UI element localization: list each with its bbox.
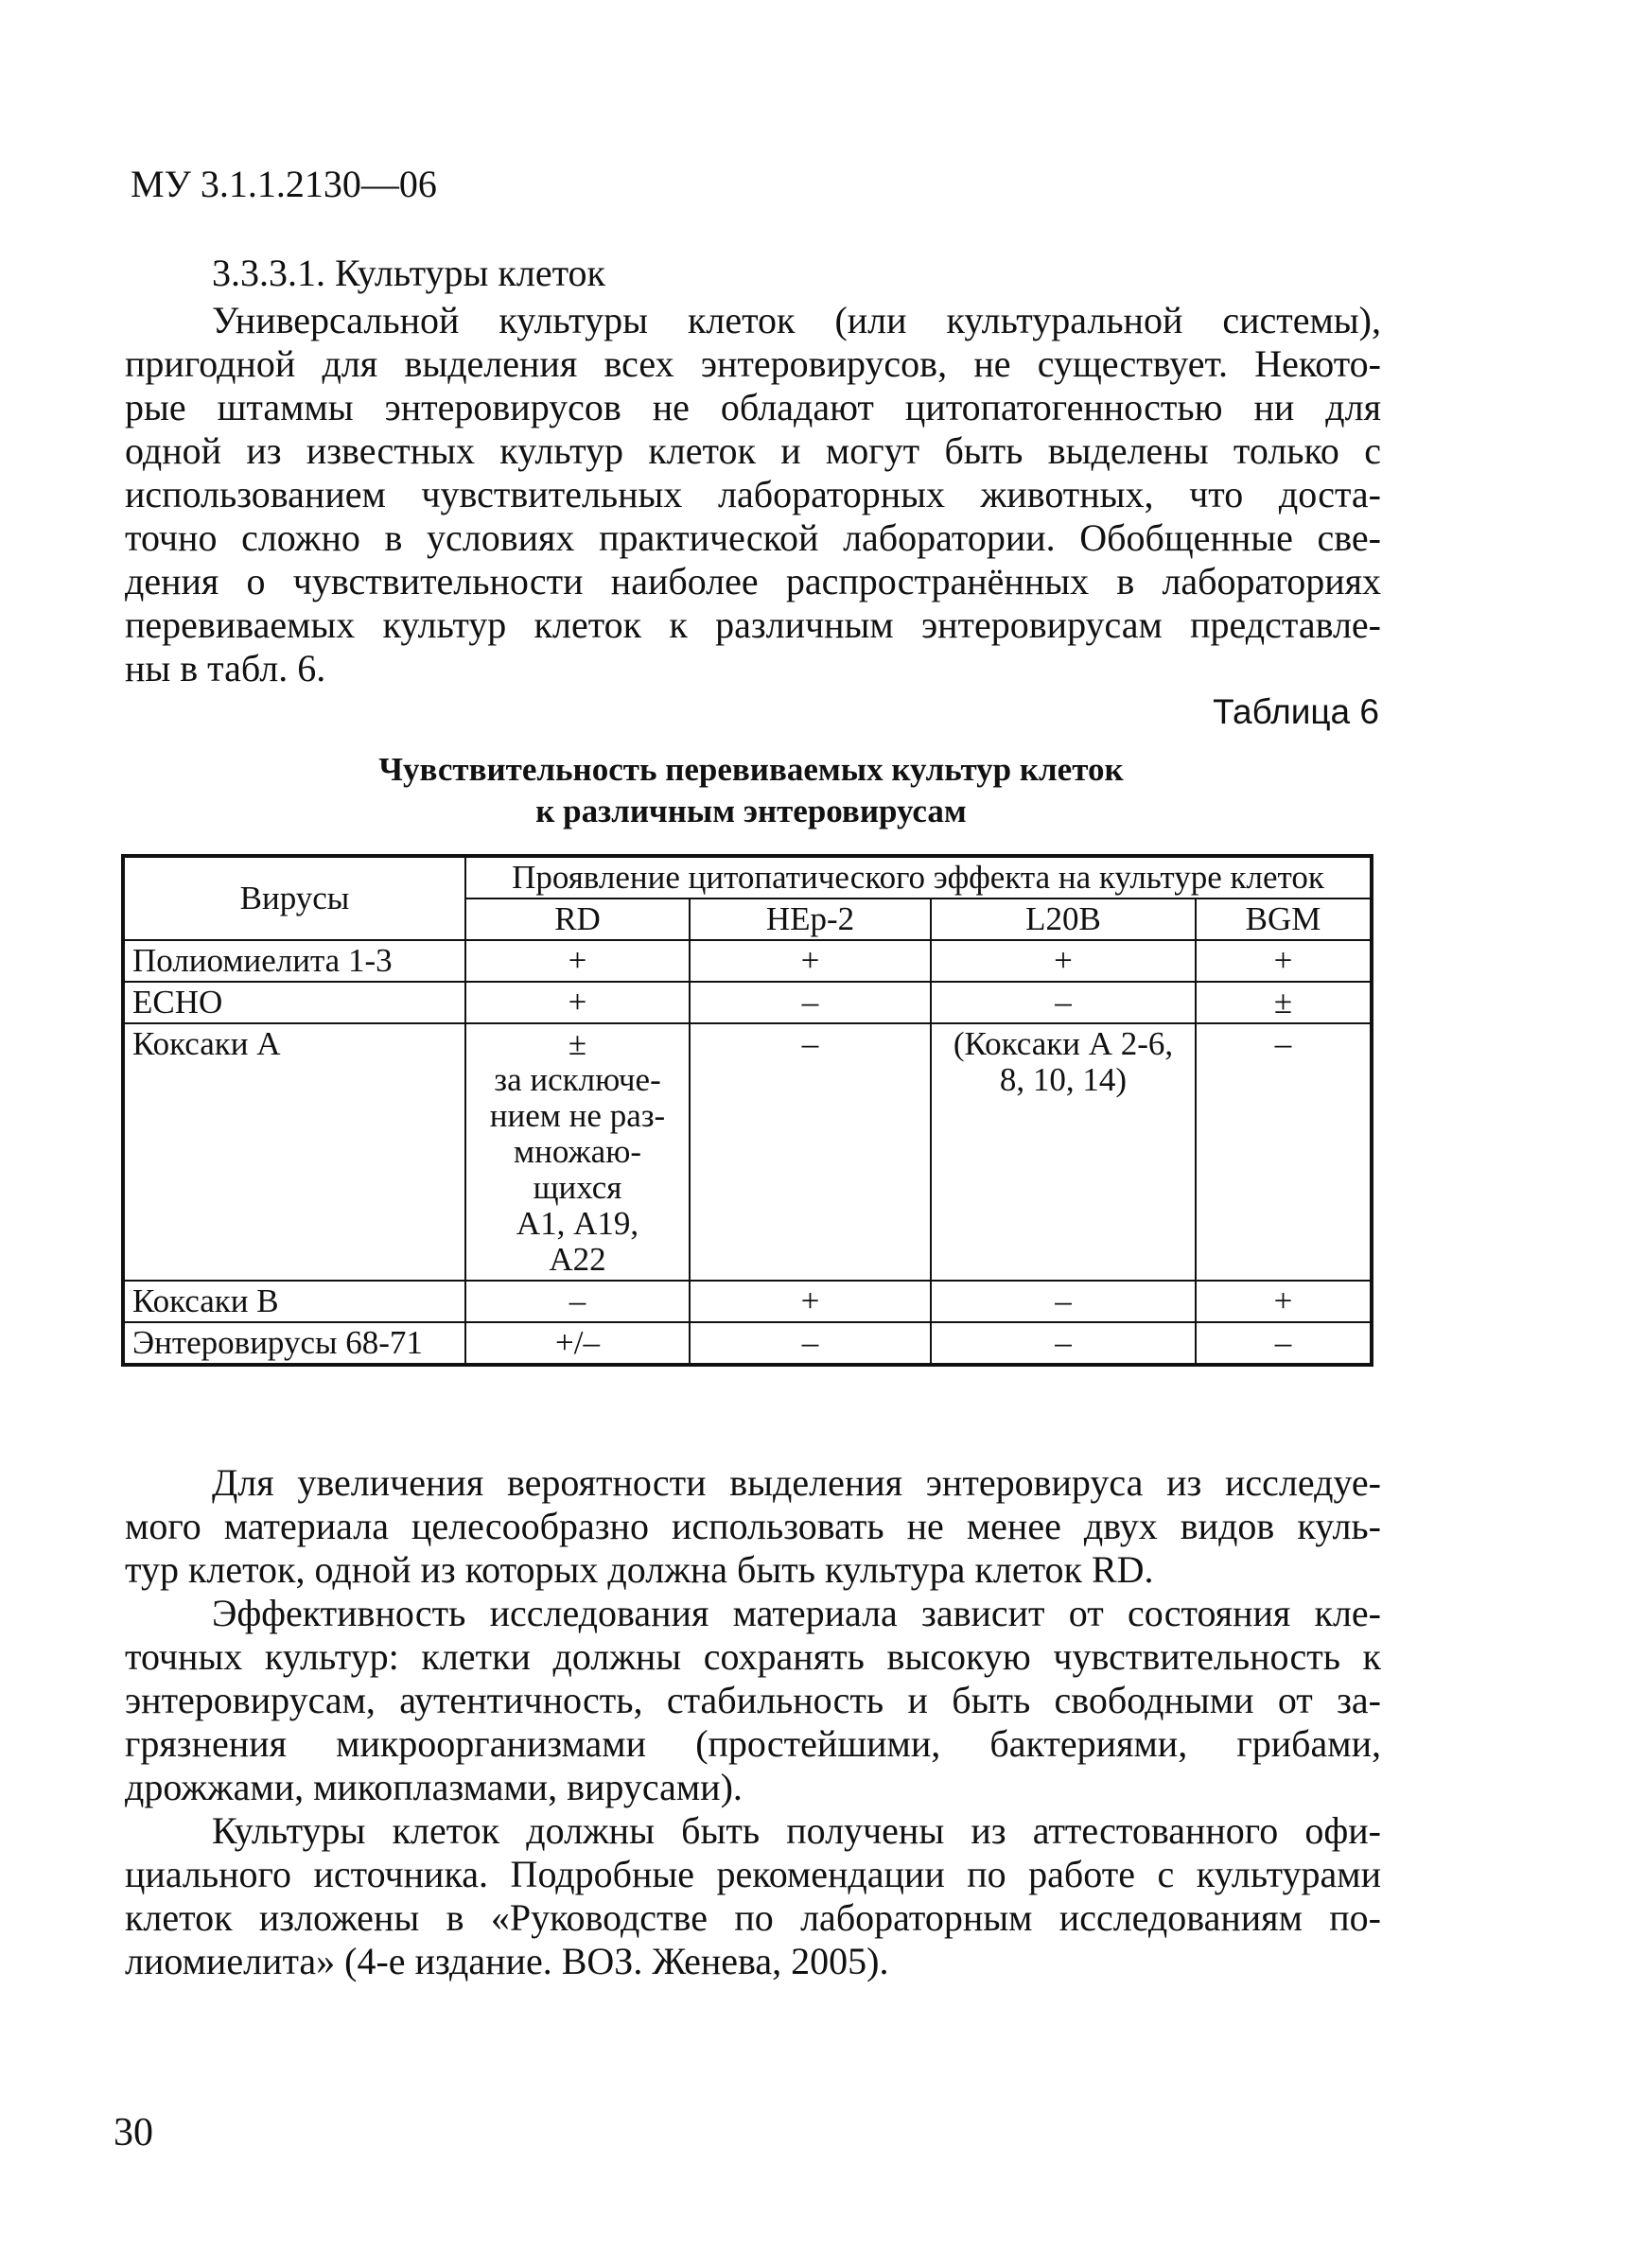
virus-name: Полиомиелита 1-3 [123,940,465,982]
table-row [123,982,1372,1023]
page-number: 30 [114,2111,153,2155]
paragraph-line: циального источника. Подробные рекомендации по работе с культурами [125,1853,1381,1895]
header-viruses: Вирусы [123,856,465,940]
section-heading: 3.3.3.1. Культуры клеток [212,252,605,294]
table-cell: – [931,982,1196,1023]
table-row [123,1322,1372,1365]
cell-line: множаю- [513,1133,642,1170]
table-row [123,1281,1372,1322]
paragraph-line: мого материала целесообразно использовать не менее двух видов куль- [125,1505,1381,1547]
table-row [123,940,1372,982]
table-cell: – [931,1322,1196,1365]
table-header-row [123,856,1372,898]
table-caption [123,749,1379,832]
table-caption-line: к различным энтеровирусам [535,793,967,829]
paragraph-line: использованием чувствительных лабораторных животных, что доста- [125,473,1381,515]
cell-line: А22 [549,1241,606,1278]
cell-line: за исключе- [494,1061,661,1098]
paragraph-line: Для увеличения вероятности выделения энтеровируса из исследуе- [212,1461,1381,1504]
sensitivity-table [121,854,1373,1367]
cell-line: А1, А19, [516,1205,639,1242]
table-label: Таблица 6 [1213,692,1379,731]
column-header-hep2: HEp-2 [690,898,931,940]
paragraph-line: Универсальной культуры клеток (или культуральной системы), [212,299,1381,341]
document-number: МУ 3.1.1.2130—06 [131,163,437,205]
table-cell: – [690,1023,931,1281]
paragraph-line: грязнения микроорганизмами (простейшими, бактериями, грибами, [125,1722,1381,1765]
table-cell-rd-coxsackie-a [465,1023,690,1281]
paragraph-line: дения о чувствительности наиболее распространённых в лабораториях [125,560,1381,602]
intro-section [125,248,1381,690]
table-cell: + [1196,1281,1372,1322]
table-cell: (Коксаки А 2-6, 8, 10, 14) [931,1023,1196,1281]
paragraph-line: тур клеток, одной из которых должна быть культура клеток RD. [125,1548,1154,1591]
column-header-l20b: L20B [931,898,1196,940]
virus-name: ЕСНО [123,982,465,1023]
cell-line: щихся [533,1169,622,1206]
table-cell: + [690,1281,931,1322]
paragraph-line: пригодной для выделения всех энтеровирусов, не существует. Некото- [125,342,1381,385]
table-cell: + [931,940,1196,982]
paragraph-line: Культуры клеток должны быть получены из аттестованного офи- [212,1809,1381,1852]
cell-line: нием не раз- [489,1097,666,1134]
table-cell: + [465,940,690,982]
virus-name: Коксаки В [123,1281,465,1322]
table-row [123,1023,1372,1281]
table-cell: + [1196,940,1372,982]
paragraph-line: лиомиелита» (4-е издание. ВОЗ. Женева, 2005). [125,1940,889,1982]
virus-name: Энтеровирусы 68-71 [123,1322,465,1365]
table-cell: – [1196,1322,1372,1365]
paragraph-line: ны в табл. 6. [125,647,326,689]
paragraph-line: точных культур: клетки должны сохранять высокую чувствительность к [125,1635,1381,1678]
table-cell: – [690,1322,931,1365]
table-cell: – [690,982,931,1023]
paragraph-line: точно сложно в условиях практической лаборатории. Обобщенные све- [125,516,1381,559]
paragraph-line: клеток изложены в «Руководстве по лабораторным исследованиям по- [125,1896,1381,1939]
column-header-rd: RD [465,898,690,940]
cell-line: ± [568,1025,587,1062]
table-cell: – [1196,1023,1372,1281]
paragraph-line: перевиваемых культур клеток к различным энтеровирусам представле- [125,603,1381,646]
virus-name: Коксаки А [123,1023,465,1281]
body-section [125,1461,1381,1983]
paragraph-line: дрожжами, микоплазмами, вирусами). [125,1766,743,1808]
paragraph-line: Эффективность исследования материала зависит от состояния кле- [212,1592,1381,1634]
table-cell: – [931,1281,1196,1322]
header-effect: Проявление цитопатического эффекта на культуре клеток [465,856,1372,898]
table-cell: – [465,1281,690,1322]
table-cell: ± [1196,982,1372,1023]
paragraph-line: энтеровирусам, аутентичность, стабильность и быть свободными от за- [125,1679,1381,1721]
paragraph-line: одной из известных культур клеток и могут быть выделены только с [125,429,1381,472]
table-cell: + [690,940,931,982]
paragraph-line: рые штаммы энтеровирусов не обладают цитопатогенностью ни для [125,386,1381,428]
table-cell: + [465,982,690,1023]
column-header-bgm: BGM [1196,898,1372,940]
table-cell: +/– [465,1322,690,1365]
table-caption-line: Чувствительность перевиваемых культур клеток [378,751,1124,788]
